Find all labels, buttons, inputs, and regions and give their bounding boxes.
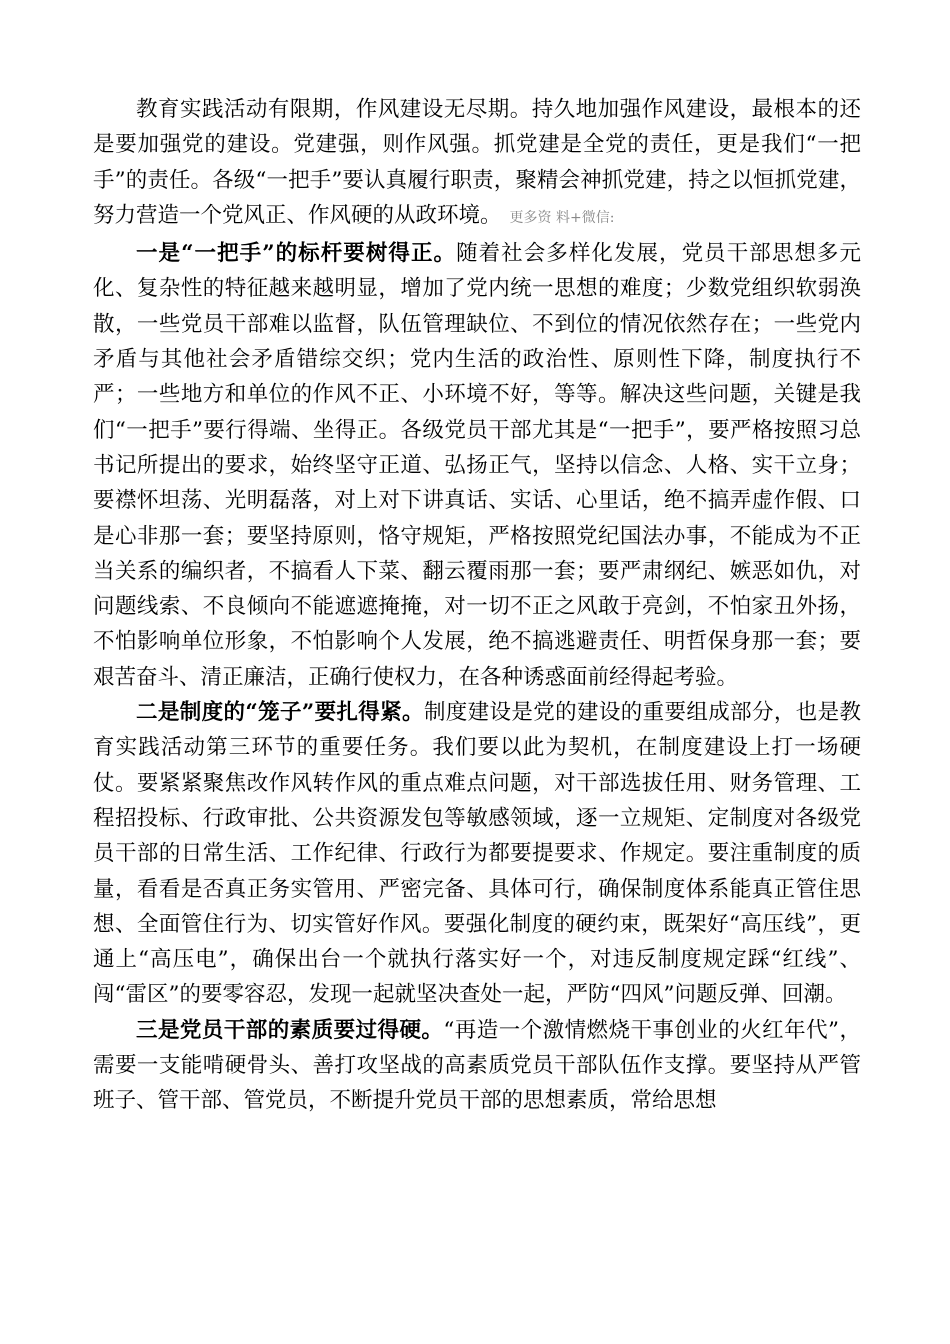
section-heading-1: 一是“一把手”的标杆要树得正。 (136, 241, 457, 267)
section-body-3: “再造一个激情燃烧干事创业的火红年代”，需要一支能啃硬骨头、善打攻坚战的高素质党员干部队伍作支撑。要坚持从严管班子、管干部、管党员，不断提升党员干部的思想素质，常给思想 (93, 1017, 861, 1114)
document-page (93, 92, 861, 1119)
section-body-2: 制度建设是党的建设的重要组成部分，也是教育实践活动第三环节的重要任务。我们要以此为契机，在制度建设上打一场硬仗。要紧紧聚焦改作风转作风的重点难点问题，对干部选拔任用、财务管理、工程招投标、行政审批、公共资源发包等敏感领域，逐一立规矩、定制度对各级党员干部的日常生活、工作纪律、行政行为都要提要求、作规定。要注重制度的质量，看看是否真正务实管用、严密完备、具体可行，确保制度体系能真正管住思想、全面管住行为、切实管好作风。要强化制度的硬约束，既架好“高压线”，更通上“高压电”，确保出台一个就执行落实好一个，对违反制度规定踩“红线”、闯“雷区”的要零容忍，发现一起就坚决查处一起，严防“四风”问题反弹、回潮。 (93, 700, 861, 1008)
section-heading-3: 三是党员干部的素质要过得硬。 (136, 1017, 444, 1043)
intro-text: 教育实践活动有限期，作风建设无尽期。持久地加强作风建设，最根本的还是要加强党的建设。党建强，则作风强。抓党建是全党的责任，更是我们“一把手”的责任。各级“一把手”要认真履行职责，聚精会神抓党建，持之以恒抓党建，努力营造一个党风正、作风硬的从政环境。 (93, 97, 861, 228)
section-paragraph-1 (93, 236, 861, 695)
section-paragraph-2 (93, 695, 861, 1013)
section-heading-2: 二是制度的“笼子”要扎得紧。 (136, 700, 424, 726)
contact-note: 更多资 料+微信: (509, 209, 615, 226)
section-paragraph-3 (93, 1013, 861, 1119)
section-body-1: 随着社会多样化发展，党员干部思想多元化、复杂性的特征越来越明显，增加了党内统一思想的难度；少数党组织软弱涣散，一些党员干部难以监督，队伍管理缺位、不到位的情况依然存在；一些党内矛盾与其他社会矛盾错综交织；党内生活的政治性、原则性下降，制度执行不严；一些地方和单位的作风不正、小环境不好，等等。解决这些问题，关键是我们“一把手”要行得端、坐得正。各级党员干部尤其是“一把手”，要严格按照习总书记所提出的要求，始终坚守正道、弘扬正气，坚持以信念、人格、实干立身；要襟怀坦荡、光明磊落，对上对下讲真话、实话、心里话，绝不搞弄虚作假、口是心非那一套；要坚持原则，恪守规矩，严格按照党纪国法办事，不能成为不正当关系的编织者，不搞看人下菜、翻云覆雨那一套；要严肃纲纪、嫉恶如仇，对问题线索、不良倾向不能遮遮掩掩，对一切不正之风敢于亮剑，不怕家丑外扬，不怕影响单位形象，不怕影响个人发展，绝不搞逃避责任、明哲保身那一套；要艰苦奋斗、清正廉洁，正确行使权力，在各种诱惑面前经得起考验。 (93, 241, 861, 690)
intro-paragraph (93, 92, 861, 236)
